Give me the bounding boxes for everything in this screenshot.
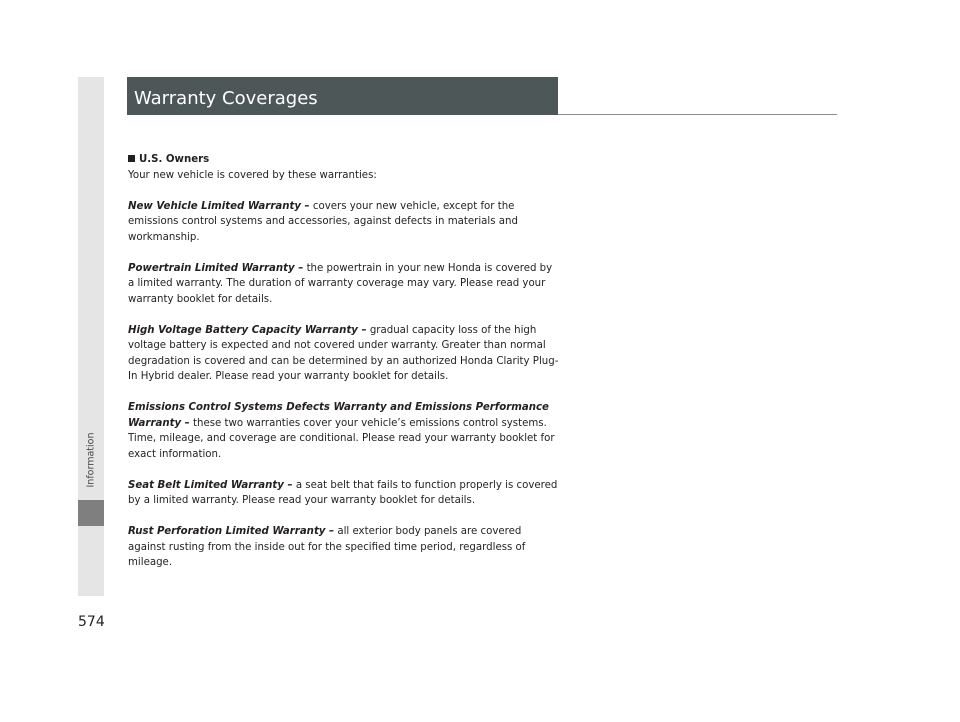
square-bullet-icon xyxy=(128,155,135,162)
section-heading-text: U.S. Owners xyxy=(139,154,210,165)
warranty-item-battery xyxy=(128,323,560,385)
warranty-term: Seat Belt Limited Warranty – xyxy=(128,479,293,491)
page-number: 574 xyxy=(78,614,105,630)
section-heading xyxy=(128,152,560,168)
warranty-item-powertrain xyxy=(128,261,560,308)
warranty-term: High Voltage Battery Capacity Warranty – xyxy=(128,324,367,336)
warranty-term: Emissions Control Systems Defects Warranty and Emissions Performance Warranty – xyxy=(128,402,549,429)
warranty-description: covers your new vehicle, except for the emissions control systems and accessories, against defects in materials and workmanship. xyxy=(128,200,518,243)
section-intro: Your new vehicle is covered by these warranties: xyxy=(128,169,377,181)
warranty-content xyxy=(128,152,560,586)
page-title-bar xyxy=(127,77,558,115)
warranty-term: Rust Perforation Limited Warranty – xyxy=(128,526,335,537)
warranty-description: these two warranties cover your vehicle’s emissions control systems. Time, mileage, and coverage are conditional. Please read your warranty booklet for exact information. xyxy=(128,417,555,460)
warranty-item-seat-belt xyxy=(128,478,560,509)
warranty-description: a seat belt that fails to function properly is covered by a limited warranty. Please read your warranty booklet for details. xyxy=(128,479,558,506)
warranty-term: Powertrain Limited Warranty – xyxy=(128,262,304,274)
warranty-term: New Vehicle Limited Warranty – xyxy=(128,200,310,212)
sidebar-marker xyxy=(78,500,104,526)
page-title: Warranty Coverages xyxy=(134,88,318,109)
warranty-item-new-vehicle xyxy=(128,199,560,246)
warranty-description: the powertrain in your new Honda is covered by a limited warranty. The duration of warranty coverage may vary. Please read your warranty booklet for details. xyxy=(128,262,553,305)
warranty-item-rust xyxy=(128,524,560,571)
warranty-item-emissions xyxy=(128,400,560,462)
sidebar-label xyxy=(78,420,104,500)
title-rule xyxy=(558,114,837,115)
sidebar-label-text: Information xyxy=(85,432,97,488)
warranty-description: all exterior body panels are covered against rusting from the inside out for the specified time period, regardless of mileage. xyxy=(128,526,526,568)
warranty-description: gradual capacity loss of the high voltage battery is expected and not covered under warranty. Greater than normal degradation is covered and can be determined by an authorized Honda Clarity Plug-In Hybrid dealer. Please read your warranty booklet for details. xyxy=(128,324,559,382)
